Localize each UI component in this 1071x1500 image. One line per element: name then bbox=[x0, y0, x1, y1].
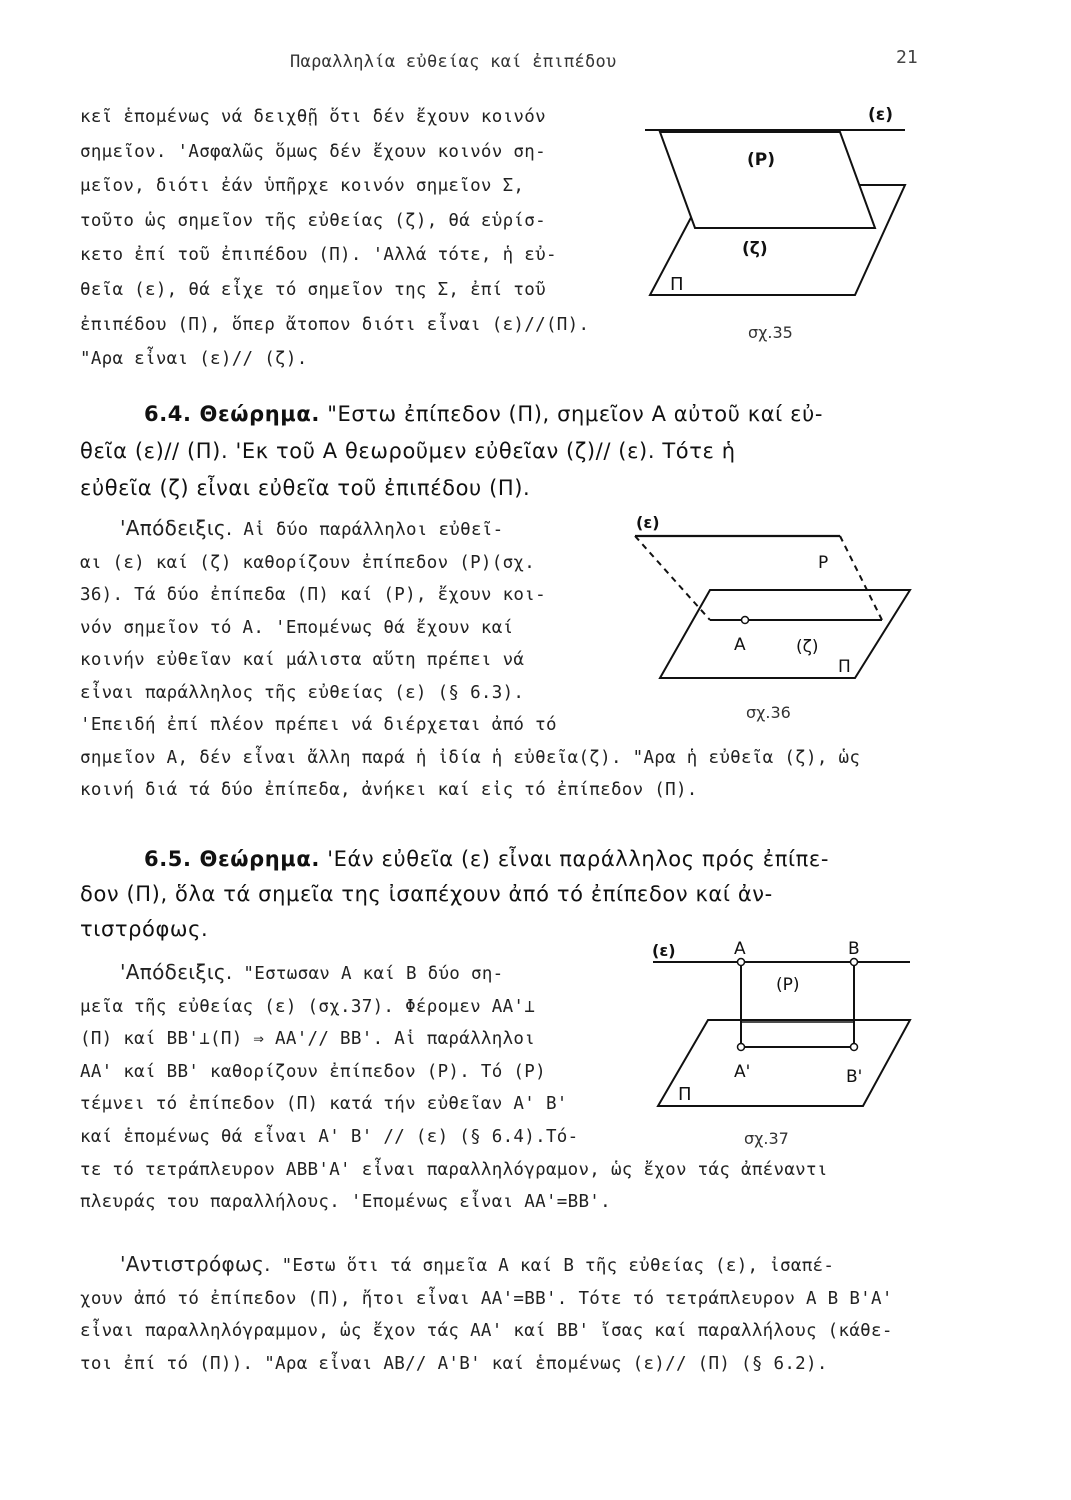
figure-37 bbox=[648, 932, 918, 1152]
text-line: τοι ἐπί τό (Π)). "Αρα εἶναι ΑΒ// Α'Β' καί ἑπομένως (ε)// (Π) (§ 6.2). bbox=[80, 1353, 828, 1374]
text-line: εἶναι παράλληλος τῆς εὐθείας (ε) (§ 6.3). bbox=[80, 682, 525, 703]
text-line: ἐπιπέδου (Π), ὅπερ ἄτοπον διότι εἶναι (ε)//(Π). bbox=[80, 314, 590, 335]
proof-text: Αἱ δύο παράλληλοι εὐθεῖ- bbox=[232, 520, 504, 540]
text-line: τοῦτο ὡς σημεῖον τῆς εὐθείας (ζ), θά εὑρίσ- bbox=[80, 210, 546, 231]
theorem-6-4 bbox=[80, 396, 823, 507]
label-pi: Π bbox=[838, 657, 851, 677]
intro-paragraph bbox=[80, 100, 589, 377]
label-e: (ε) bbox=[636, 513, 660, 532]
label-e: (ε) bbox=[652, 941, 676, 960]
label-p: (Ρ) bbox=[747, 150, 775, 170]
text-line: εἶναι παραλληλόγραμμον, ὡς ἔχον τάς ΑΑ' καί ΒΒ' ἴσας καί παραλλήλους (κάθε- bbox=[80, 1321, 893, 1342]
proof-label: 'Απόδειξις. bbox=[120, 960, 233, 984]
text-line: χουν ἀπό τό ἐπίπεδον (Π), ἤτοι εἶναι ΑΑ'=ΒΒ'. Τότε τό τετράπλευρον Α Β Β'Α' bbox=[80, 1288, 893, 1309]
text-line: ΑΑ' καί ΒΒ' καθορίζουν ἐπίπεδον (Ρ). Τό (Ρ) bbox=[80, 1061, 546, 1082]
converse-6-5 bbox=[80, 1248, 893, 1380]
figure-caption: σχ.37 bbox=[744, 1129, 789, 1148]
figure-caption: σχ.35 bbox=[748, 323, 793, 342]
text-line: κεῖ ἑπομένως νά δειχθῇ ὅτι δέν ἔχουν κοινόν bbox=[80, 107, 546, 127]
label-a: Α bbox=[734, 939, 746, 959]
proof-text: "Εστωσαν Α καί Β δύο ση- bbox=[232, 964, 504, 984]
text-line: δον (Π), ὅλα τά σημεῖα της ἰσαπέχουν ἀπό τό ἐπίπεδον καί ἀν- bbox=[80, 882, 773, 906]
label-a: Α bbox=[734, 635, 746, 655]
proof-label: 'Απόδειξις. bbox=[120, 516, 233, 540]
text-line: αι (ε) καί (ζ) καθορίζουν ἐπίπεδον (Ρ)(σχ. bbox=[80, 552, 536, 573]
label-e: (ε) bbox=[868, 105, 894, 125]
label-p: (Ρ) bbox=[776, 975, 800, 995]
text-line: μεῖα τῆς εὐθείας (ε) (σχ.37). Φέρομεν ΑΑ'⊥ bbox=[80, 996, 536, 1017]
text-line: σημεῖον Α, δέν εἶναι ἄλλη παρά ἡ ἰδία ἡ εὐθεῖα(ζ). "Αρα ἡ εὐθεῖα (ζ), ὡς bbox=[80, 747, 861, 768]
label-b-prime: Β' bbox=[846, 1067, 863, 1087]
text-line: μεῖον, διότι ἐάν ὑπῆρχε κοινόν σημεῖον Σ, bbox=[80, 176, 525, 197]
text-line: θεῖα (ε), θά εἶχε τό σημεῖον της Σ, ἐπί τοῦ bbox=[80, 279, 546, 300]
text-line: πλευράς του παραλλήλους. 'Επομένως εἶναι ΑΑ'=ΒΒ'. bbox=[80, 1192, 611, 1213]
statement-text: "Εστω ἐπίπεδον (Π), σημεῖον Α αὐτοῦ καί εὐ- bbox=[319, 402, 824, 426]
text-line: τε τό τετράπλευρον ΑΒΒ'Α' εἶναι παραλληλόγραμον, ὡς ἔχον τάς ἀπέναντι bbox=[80, 1159, 828, 1180]
text-line: (Π) καί ΒΒ'⊥(Π) ⇒ ΑΑ'// ΒΒ'. Αἱ παράλληλοι bbox=[80, 1029, 536, 1050]
text-line: καί ἑπομένως θά εἶναι Α' Β' // (ε) (§ 6.4).Τό- bbox=[80, 1126, 579, 1147]
statement-text: 'Εάν εὐθεῖα (ε) εἶναι παράλληλος πρός ἐπίπε- bbox=[319, 847, 830, 871]
figure-caption: σχ.36 bbox=[746, 703, 791, 722]
text-line: "Αρα εἶναι (ε)// (ζ). bbox=[80, 349, 308, 370]
label-z: (ζ) bbox=[796, 637, 819, 657]
text-line: κοινήν εὐθεῖαν καί μάλιστα αὕτη πρέπει νά bbox=[80, 650, 525, 670]
label-pi: Π bbox=[678, 1084, 692, 1105]
running-header: Παραλληλία εὐθείας καί ἐπιπέδου bbox=[290, 52, 617, 72]
text-line: θεῖα (ε)// (Π). 'Εκ τοῦ Α θεωροῦμεν εὐθεῖαν (ζ)// (ε). Τότε ἡ bbox=[80, 439, 736, 463]
converse-text: "Εστω ὅτι τά σημεῖα Α καί Β τῆς εὐθείας (ε), ἰσαπέ- bbox=[270, 1256, 835, 1276]
theorem-number: 6.4. Θεώρημα. bbox=[144, 402, 320, 426]
figure-35 bbox=[640, 100, 920, 360]
label-a-prime: Α' bbox=[734, 1062, 751, 1082]
text-line: τιστρόφως. bbox=[80, 917, 209, 941]
text-line: νόν σημεῖον τό Α. 'Επομένως θά ἔχουν καί bbox=[80, 617, 514, 638]
text-line: σημεῖον. 'Ασφαλῶς ὅμως δέν ἔχουν κοινόν ση- bbox=[80, 141, 546, 162]
text-line: τέμνει τό ἐπίπεδον (Π) κατά τήν εὐθεῖαν Α' Β' bbox=[80, 1094, 568, 1115]
label-pi: Π bbox=[670, 274, 684, 295]
text-line bbox=[80, 1248, 893, 1283]
label-b: Β bbox=[848, 939, 860, 959]
label-z: (ζ) bbox=[742, 239, 768, 259]
text-line bbox=[80, 842, 829, 877]
text-line: κοινή διά τά δύο ἐπίπεδα, ἀνήκει καί εἰς τό ἐπίπεδον (Π). bbox=[80, 780, 698, 800]
converse-label: 'Αντιστρόφως. bbox=[120, 1252, 271, 1276]
text-line: κετο ἐπί τοῦ ἐπιπέδου (Π). 'Αλλά τότε, ἡ εὐ- bbox=[80, 245, 557, 266]
text-line: εὐθεῖα (ζ) εἶναι εὐθεῖα τοῦ ἐπιπέδου (Π). bbox=[80, 476, 531, 500]
text-line bbox=[80, 396, 823, 433]
page-number: 21 bbox=[896, 47, 918, 68]
figure-36 bbox=[630, 508, 920, 728]
text-line: 36). Τά δύο ἐπίπεδα (Π) καί (Ρ), ἔχουν κοι- bbox=[80, 585, 546, 605]
text-line: 'Επειδή ἐπί πλέον πρέπει νά διέρχεται ἀπό τό bbox=[80, 715, 557, 735]
theorem-number: 6.5. Θεώρημα. bbox=[144, 847, 320, 871]
label-p: Ρ bbox=[818, 553, 829, 573]
